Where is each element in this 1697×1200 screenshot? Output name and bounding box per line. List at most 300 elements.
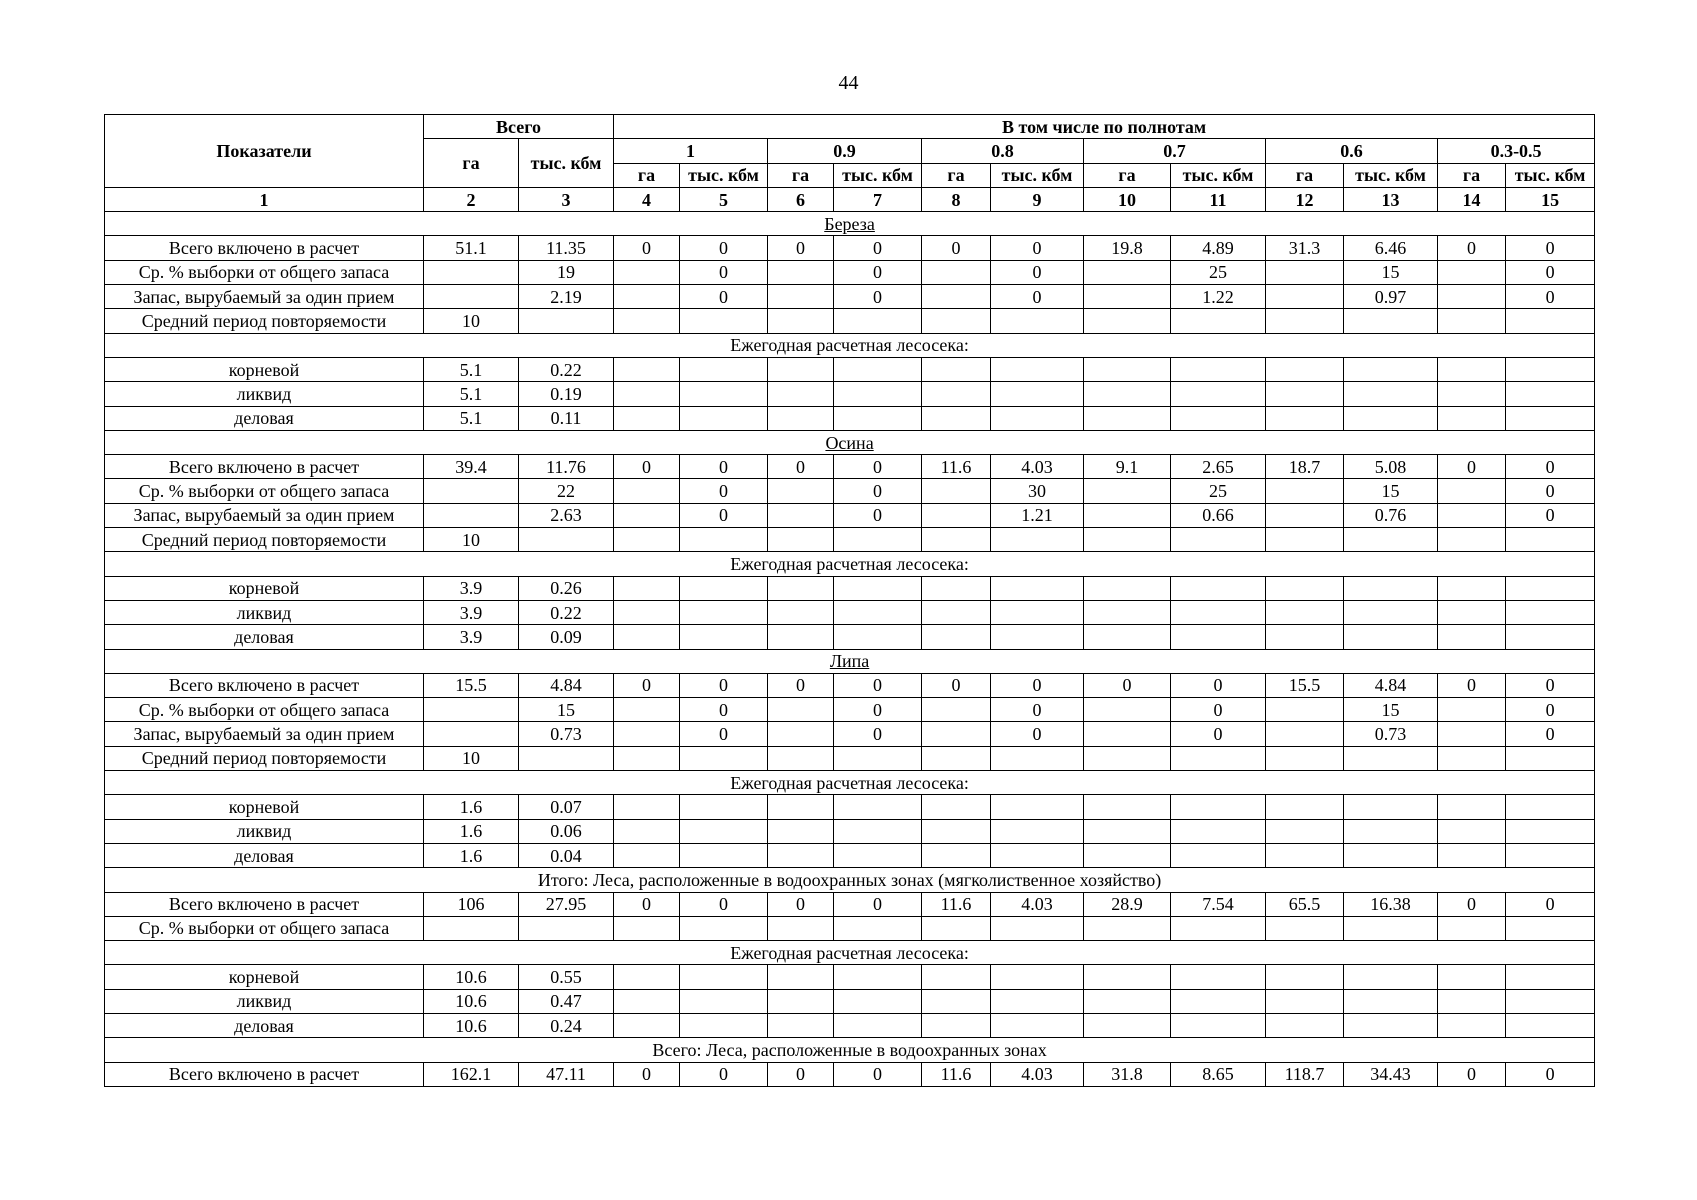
table-cell: 0.73 (1344, 722, 1438, 746)
table-cell (834, 406, 922, 430)
table-cell (768, 576, 834, 600)
table-cell (519, 309, 614, 333)
table-cell (768, 965, 834, 989)
table-row (105, 698, 1595, 722)
table-cell (1266, 528, 1344, 552)
table-cell (768, 406, 834, 430)
table-row (105, 916, 1595, 940)
table-cell (1344, 382, 1438, 406)
table-cell (1266, 625, 1344, 649)
table-cell (1438, 916, 1506, 940)
table-cell (424, 479, 519, 503)
table-cell: 0.06 (519, 819, 614, 843)
table-cell (768, 625, 834, 649)
table-cell (1084, 600, 1171, 624)
column-number: 13 (1344, 187, 1438, 211)
table-cell (1506, 989, 1595, 1013)
table-cell (1266, 309, 1344, 333)
table-cell: 10 (424, 746, 519, 770)
table-cell: 4.89 (1171, 236, 1266, 260)
table-cell (614, 600, 680, 624)
forest-cutting-table (104, 114, 1595, 1087)
table-row (105, 892, 1595, 916)
table-cell (614, 722, 680, 746)
table-cell (991, 819, 1084, 843)
table-cell: 0 (1506, 455, 1595, 479)
table-row (105, 382, 1595, 406)
row-label: деловая (105, 1013, 424, 1037)
table-header (105, 115, 1595, 212)
table-cell (1506, 309, 1595, 333)
table-cell (1171, 357, 1266, 381)
column-number: 5 (680, 187, 768, 211)
table-cell: 3.9 (424, 576, 519, 600)
table-cell: 6.46 (1344, 236, 1438, 260)
table-cell (1084, 965, 1171, 989)
table-cell: 0 (680, 698, 768, 722)
table-cell (834, 989, 922, 1013)
table-cell: 0 (834, 892, 922, 916)
table-cell: 15.5 (1266, 673, 1344, 697)
table-cell (1506, 528, 1595, 552)
table-cell (768, 503, 834, 527)
header-unit-volume: тыс. кбм (1344, 163, 1438, 187)
table-cell: 15 (1344, 479, 1438, 503)
table-cell: 15 (519, 698, 614, 722)
table-cell: 0 (1438, 1062, 1506, 1086)
table-cell (1084, 382, 1171, 406)
table-cell (1266, 843, 1344, 867)
table-cell: 4.84 (1344, 673, 1438, 697)
table-cell: 2.63 (519, 503, 614, 527)
table-cell (614, 989, 680, 1013)
table-cell (614, 357, 680, 381)
section-title-text: Осина (825, 432, 874, 453)
table-cell (922, 285, 991, 309)
table-cell (768, 819, 834, 843)
table-cell: 0 (1171, 673, 1266, 697)
table-cell (922, 722, 991, 746)
row-label: Средний период повторяемости (105, 309, 424, 333)
section-row (105, 430, 1595, 454)
row-label: Ср. % выборки от общего запаса (105, 260, 424, 284)
table-cell (834, 795, 922, 819)
header-density-group: 0.7 (1084, 139, 1266, 163)
table-cell (1344, 576, 1438, 600)
table-cell: 0.97 (1344, 285, 1438, 309)
table-cell: 34.43 (1344, 1062, 1438, 1086)
table-cell (1438, 989, 1506, 1013)
table-cell (1438, 285, 1506, 309)
table-cell: 8.65 (1171, 1062, 1266, 1086)
table-cell: 0 (680, 1062, 768, 1086)
table-cell (680, 600, 768, 624)
section-row (105, 649, 1595, 673)
row-label: корневой (105, 576, 424, 600)
table-body (105, 212, 1595, 1087)
table-cell (1438, 309, 1506, 333)
table-cell (1438, 479, 1506, 503)
table-cell (614, 795, 680, 819)
table-cell: 0.11 (519, 406, 614, 430)
table-cell (1438, 406, 1506, 430)
table-cell (1344, 916, 1438, 940)
header-density-group: 1 (614, 139, 768, 163)
table-cell: 65.5 (1266, 892, 1344, 916)
table-cell (680, 406, 768, 430)
table-cell (1171, 406, 1266, 430)
table-cell (680, 528, 768, 552)
table-cell (519, 746, 614, 770)
table-cell (1266, 357, 1344, 381)
table-cell: 0 (680, 285, 768, 309)
table-cell: 0.66 (1171, 503, 1266, 527)
table-cell (1438, 503, 1506, 527)
table-cell: 7.54 (1171, 892, 1266, 916)
table-cell (680, 795, 768, 819)
table-cell: 0 (1506, 236, 1595, 260)
table-cell (1438, 357, 1506, 381)
table-cell (614, 916, 680, 940)
table-cell (1438, 843, 1506, 867)
table-cell (614, 382, 680, 406)
table-cell: 1.21 (991, 503, 1084, 527)
table-row (105, 600, 1595, 624)
table-cell (680, 746, 768, 770)
header-by-density: В том числе по полнотам (614, 115, 1595, 139)
table-cell: 0 (768, 673, 834, 697)
table-cell: 0 (680, 892, 768, 916)
header-unit-ha: га (1266, 163, 1344, 187)
header-unit-ha: га (614, 163, 680, 187)
table-cell: 31.8 (1084, 1062, 1171, 1086)
table-row (105, 357, 1595, 381)
table-cell (1506, 382, 1595, 406)
table-cell (1084, 309, 1171, 333)
table-cell (1084, 819, 1171, 843)
page-number: 44 (838, 72, 859, 94)
table-cell (922, 625, 991, 649)
table-cell (1344, 600, 1438, 624)
table-cell (1438, 260, 1506, 284)
table-row (105, 260, 1595, 284)
table-cell (1084, 698, 1171, 722)
table-cell: 1.22 (1171, 285, 1266, 309)
table-cell (922, 746, 991, 770)
table-cell: 0 (1438, 673, 1506, 697)
table-cell (1266, 746, 1344, 770)
row-label: Средний период повторяемости (105, 528, 424, 552)
table-cell (1438, 528, 1506, 552)
table-cell (1266, 795, 1344, 819)
table-cell (680, 965, 768, 989)
table-cell (922, 309, 991, 333)
table-cell: 0 (1438, 236, 1506, 260)
table-cell: 25 (1171, 260, 1266, 284)
row-label: Ежегодная расчетная лесосека: (105, 771, 1595, 795)
table-cell: 0 (614, 892, 680, 916)
table-row (105, 771, 1595, 795)
table-cell (991, 965, 1084, 989)
table-cell (1506, 843, 1595, 867)
table-cell: 2.65 (1171, 455, 1266, 479)
table-cell: 0 (1506, 892, 1595, 916)
table-row (105, 989, 1595, 1013)
table-cell (424, 698, 519, 722)
table-cell (834, 309, 922, 333)
table-cell: 15.5 (424, 673, 519, 697)
table-cell (1266, 989, 1344, 1013)
table-cell (1266, 503, 1344, 527)
table-cell (614, 965, 680, 989)
table-row (105, 843, 1595, 867)
table-cell (680, 382, 768, 406)
table-cell (991, 843, 1084, 867)
table-cell (614, 503, 680, 527)
table-cell (680, 916, 768, 940)
table-cell: 0.55 (519, 965, 614, 989)
table-cell (1344, 528, 1438, 552)
table-cell (1171, 382, 1266, 406)
table-cell (1084, 843, 1171, 867)
table-cell (922, 819, 991, 843)
header-density-group: 0.3-0.5 (1438, 139, 1595, 163)
header-unit-volume: тыс. кбм (1171, 163, 1266, 187)
row-label: Всего включено в расчет (105, 455, 424, 479)
table-cell (680, 357, 768, 381)
column-number: 4 (614, 187, 680, 211)
row-label: деловая (105, 625, 424, 649)
table-cell (1171, 843, 1266, 867)
header-density-group: 0.8 (922, 139, 1084, 163)
table-cell (922, 965, 991, 989)
table-cell: 0 (1171, 722, 1266, 746)
column-number: 2 (424, 187, 519, 211)
header-unit-ha: га (1084, 163, 1171, 187)
table-cell (1266, 285, 1344, 309)
table-cell: 5.1 (424, 406, 519, 430)
table-cell (922, 479, 991, 503)
table-cell (1084, 479, 1171, 503)
table-row (105, 236, 1595, 260)
table-cell (1266, 382, 1344, 406)
header-density-group: 0.6 (1266, 139, 1438, 163)
table-cell (680, 1013, 768, 1037)
table-cell (1084, 528, 1171, 552)
row-label: деловая (105, 406, 424, 430)
table-cell (1266, 479, 1344, 503)
table-cell (1438, 722, 1506, 746)
table-cell: 4.84 (519, 673, 614, 697)
table-cell: 0 (1438, 455, 1506, 479)
table-cell: 0 (991, 673, 1084, 697)
table-cell: 0 (680, 260, 768, 284)
table-cell (922, 382, 991, 406)
table-cell (424, 503, 519, 527)
table-cell (1084, 576, 1171, 600)
table-cell: 30 (991, 479, 1084, 503)
table-cell (834, 965, 922, 989)
table-cell (922, 600, 991, 624)
table-cell: 162.1 (424, 1062, 519, 1086)
row-label: ликвид (105, 819, 424, 843)
table-cell: 0 (680, 455, 768, 479)
table-cell: 2.19 (519, 285, 614, 309)
table-cell (1171, 795, 1266, 819)
section-title-text: Всего: Леса, расположенные в водоохранных зонах (652, 1039, 1047, 1060)
table-cell: 0.24 (519, 1013, 614, 1037)
table-cell (1344, 625, 1438, 649)
row-label: Средний период повторяемости (105, 746, 424, 770)
table-cell: 0 (768, 236, 834, 260)
table-cell (1266, 600, 1344, 624)
table-cell (680, 309, 768, 333)
table-cell: 0.22 (519, 600, 614, 624)
header-unit-ha: га (768, 163, 834, 187)
table-cell: 10 (424, 309, 519, 333)
table-cell (680, 843, 768, 867)
table-cell (614, 576, 680, 600)
row-label: корневой (105, 357, 424, 381)
table-cell: 0 (614, 1062, 680, 1086)
table-cell (1344, 965, 1438, 989)
table-cell (834, 528, 922, 552)
table-cell: 0.47 (519, 989, 614, 1013)
header-total: Всего (424, 115, 614, 139)
header-unit-volume: тыс. кбм (834, 163, 922, 187)
table-cell: 0 (768, 892, 834, 916)
table-cell (991, 576, 1084, 600)
table-cell (922, 1013, 991, 1037)
section-title-text: Береза (824, 213, 875, 234)
table-cell: 15 (1344, 260, 1438, 284)
table-cell (1266, 698, 1344, 722)
table-cell (1344, 357, 1438, 381)
column-number: 14 (1438, 187, 1506, 211)
table-cell: 25 (1171, 479, 1266, 503)
table-cell (1171, 819, 1266, 843)
table-cell: 0 (834, 285, 922, 309)
table-cell (1084, 746, 1171, 770)
column-number: 1 (105, 187, 424, 211)
table-cell: 3.9 (424, 600, 519, 624)
table-cell: 0 (614, 455, 680, 479)
table-cell (614, 746, 680, 770)
table-cell (1266, 819, 1344, 843)
table-row (105, 528, 1595, 552)
table-cell (1171, 625, 1266, 649)
row-label: Всего включено в расчет (105, 1062, 424, 1086)
table-cell (1438, 576, 1506, 600)
table-cell: 16.38 (1344, 892, 1438, 916)
row-label: Запас, вырубаемый за один прием (105, 722, 424, 746)
table-cell: 0.73 (519, 722, 614, 746)
table-cell (922, 989, 991, 1013)
header-density-group: 0.9 (768, 139, 922, 163)
column-number: 7 (834, 187, 922, 211)
table-cell (768, 989, 834, 1013)
table-cell (834, 746, 922, 770)
table-cell (922, 795, 991, 819)
table-cell (991, 600, 1084, 624)
table-cell (1171, 965, 1266, 989)
table-cell (1171, 528, 1266, 552)
table-cell: 5.08 (1344, 455, 1438, 479)
table-cell (768, 722, 834, 746)
table-cell: 3.9 (424, 625, 519, 649)
table-cell: 0 (834, 503, 922, 527)
table-cell: 0 (768, 1062, 834, 1086)
table-cell (1438, 600, 1506, 624)
table-cell (834, 1013, 922, 1037)
table-cell: 0 (834, 673, 922, 697)
table-cell: 0.07 (519, 795, 614, 819)
table-cell (1084, 260, 1171, 284)
table-row (105, 819, 1595, 843)
table-cell (834, 600, 922, 624)
table-cell (768, 698, 834, 722)
table-cell (1344, 309, 1438, 333)
table-cell: 0.19 (519, 382, 614, 406)
table-cell (614, 1013, 680, 1037)
table-cell: 0 (834, 455, 922, 479)
column-number: 10 (1084, 187, 1171, 211)
table-row (105, 503, 1595, 527)
table-cell: 28.9 (1084, 892, 1171, 916)
table-cell (680, 819, 768, 843)
table-cell (922, 260, 991, 284)
table-cell (614, 285, 680, 309)
table-cell (991, 625, 1084, 649)
table-cell (1438, 625, 1506, 649)
table-cell: 4.03 (991, 455, 1084, 479)
table-cell: 0 (1506, 503, 1595, 527)
table-cell (680, 989, 768, 1013)
table-cell (614, 309, 680, 333)
table-cell (1344, 795, 1438, 819)
table-cell (1084, 795, 1171, 819)
table-cell (519, 916, 614, 940)
table-cell: 0 (834, 1062, 922, 1086)
table-cell: 0 (922, 673, 991, 697)
table-cell: 31.3 (1266, 236, 1344, 260)
table-cell (1084, 989, 1171, 1013)
table-cell: 11.6 (922, 455, 991, 479)
section-title-text: Итого: Леса, расположенные в водоохранных зонах (мягколиственное хозяйство) (537, 869, 1162, 890)
table-cell: 106 (424, 892, 519, 916)
header-total-volume: тыс. кбм (519, 139, 614, 188)
table-cell: 0 (680, 503, 768, 527)
section-title (105, 430, 1595, 454)
row-label: ликвид (105, 989, 424, 1013)
table-cell (614, 260, 680, 284)
table-cell (991, 795, 1084, 819)
table-cell (1171, 309, 1266, 333)
table-cell: 9.1 (1084, 455, 1171, 479)
table-cell (768, 600, 834, 624)
table-cell: 0 (1506, 673, 1595, 697)
header-unit-volume: тыс. кбм (1506, 163, 1595, 187)
section-title-text: Липа (829, 651, 870, 672)
table-cell (1506, 819, 1595, 843)
table-cell: 0 (1506, 698, 1595, 722)
section-title (105, 1038, 1595, 1062)
table-cell (614, 819, 680, 843)
table-cell (1438, 382, 1506, 406)
table-cell (680, 625, 768, 649)
table-cell (768, 479, 834, 503)
table-cell (1084, 406, 1171, 430)
